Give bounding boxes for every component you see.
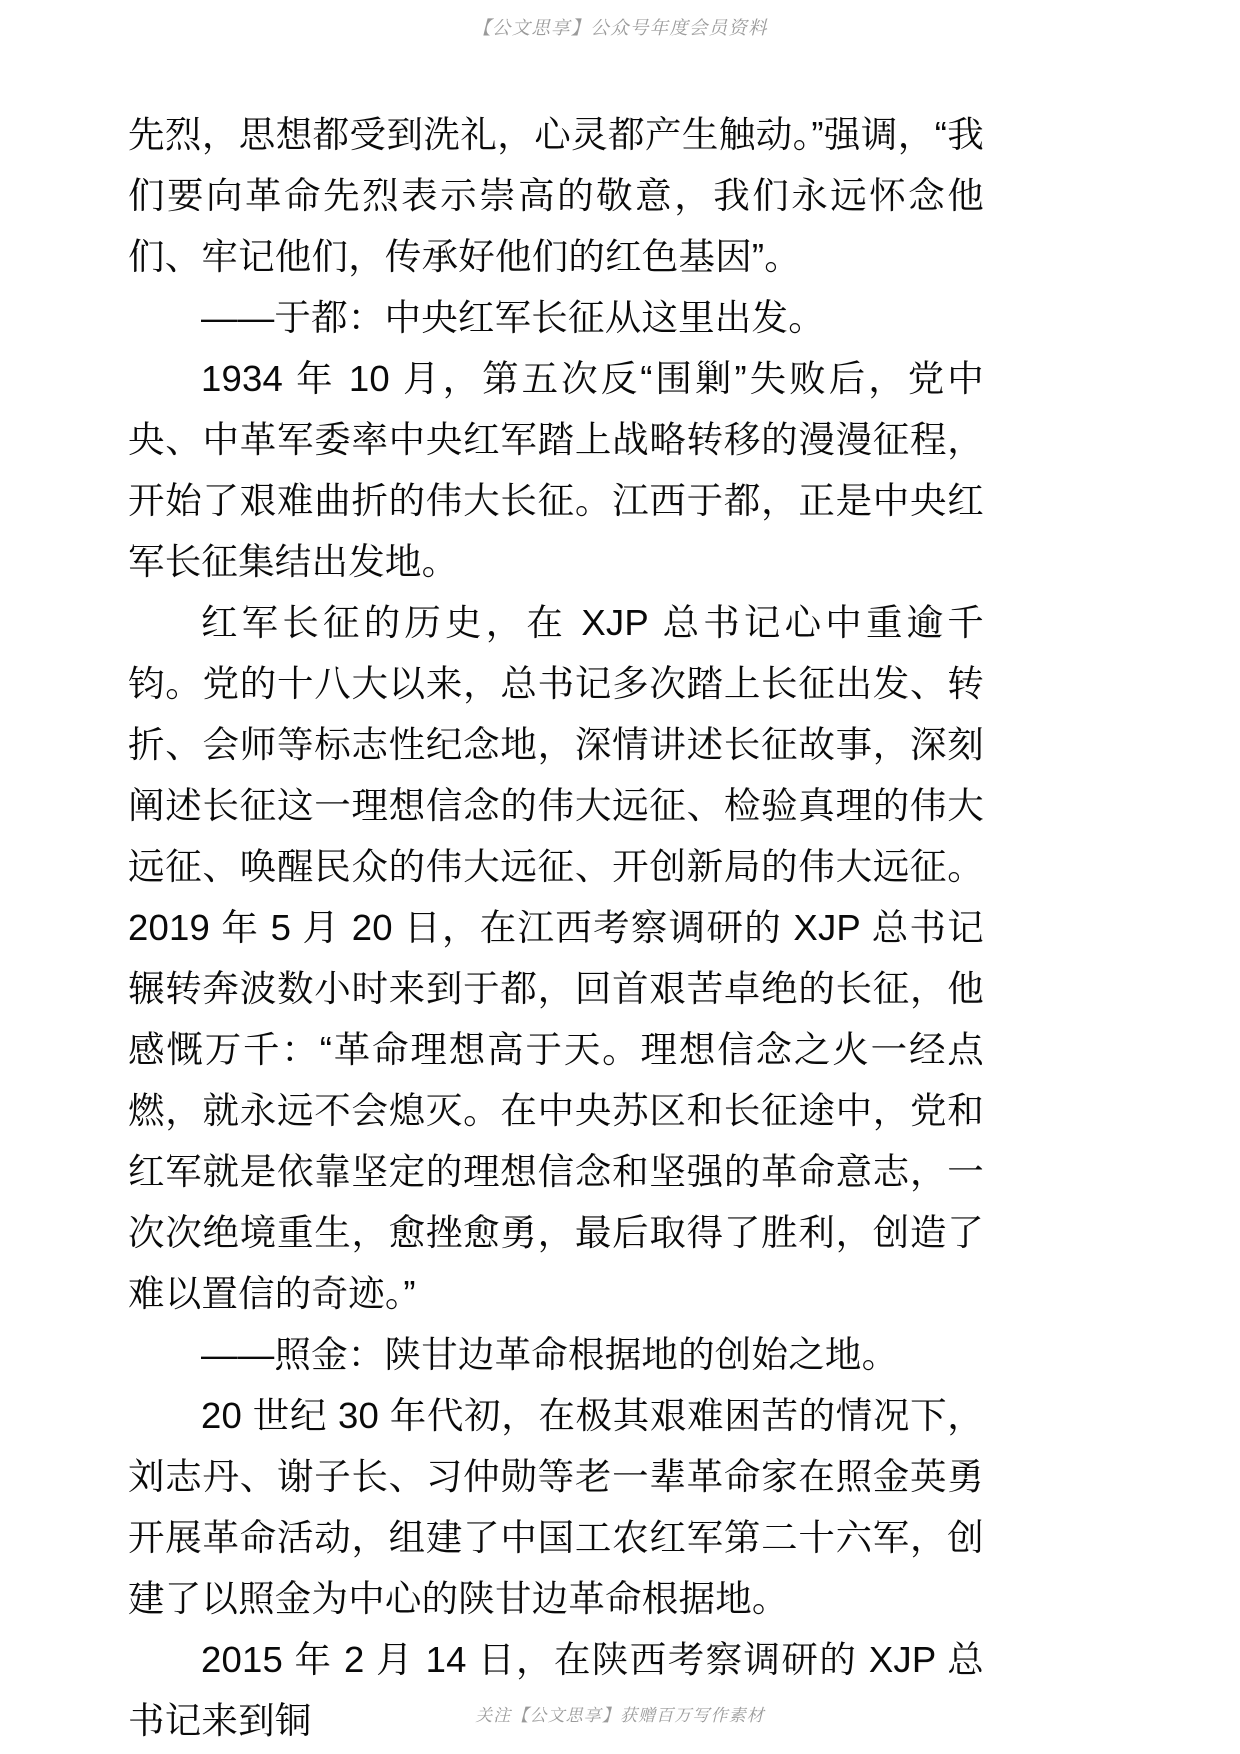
footer-watermark: 关注【公文思享】获赠百万写作素材 (475, 1706, 765, 1725)
document-body (128, 104, 984, 1751)
header-watermark: 【公文思享】公众号年度会员资料 (472, 17, 768, 38)
paragraph-4: 红军长征的历史，在 XJP 总书记心中重逾千钧。党的十八大以来，总书记多次踏上长征出发、转折、会师等标志性纪念地，深情讲述长征故事，深刻阐述长征这一理想信念的伟大远征、检验真理的伟大远征、唤醒民众的伟大远征、开创新局的伟大远征。2019 年 5 月 20 日，在江西考察调研的 XJP 总书记辗转奔波数小时来到于都，回首艰苦卓绝的长征，他感慨万千：“革命理想高于天。理想信念之火一经点燃，就永远不会熄灭。在中央苏区和长征途中，党和红军就是依靠坚定的理想信念和坚强的革命意志，一次次绝境重生，愈挫愈勇，最后取得了胜利，创造了难以置信的奇迹。” (128, 602, 984, 1314)
paragraph-3: 1934 年 10 月，第五次反“围剿”失败后，党中央、中革军委率中央红军踏上战略转移的漫漫征程，开始了艰难曲折的伟大长征。江西于都，正是中央红军长征集结出发地。 (128, 358, 984, 582)
paragraph-2-yudu-heading: ——于都：中央红军长征从这里出发。 (201, 297, 825, 338)
paragraph-5-zhaojin-heading: ——照金：陕甘边革命根据地的创始之地。 (201, 1334, 899, 1375)
paragraph-6: 20 世纪 30 年代初，在极其艰难困苦的情况下，刘志丹、谢子长、习仲勋等老一辈革命家在照金英勇开展革命活动，组建了中国工农红军第二十六军，创建了以照金为中心的陕甘边革命根据地。 (128, 1395, 984, 1619)
paragraph-7: 2015 年 2 月 14 日，在陕西考察调研的 XJP 总书记来到铜 (128, 1639, 984, 1741)
paragraph-1: 先烈，思想都受到洗礼，心灵都产生触动。”强调，“我们要向革命先烈表示崇高的敬意，我们永远怀念他们、牢记他们，传承好他们的红色基因”。 (128, 114, 984, 277)
